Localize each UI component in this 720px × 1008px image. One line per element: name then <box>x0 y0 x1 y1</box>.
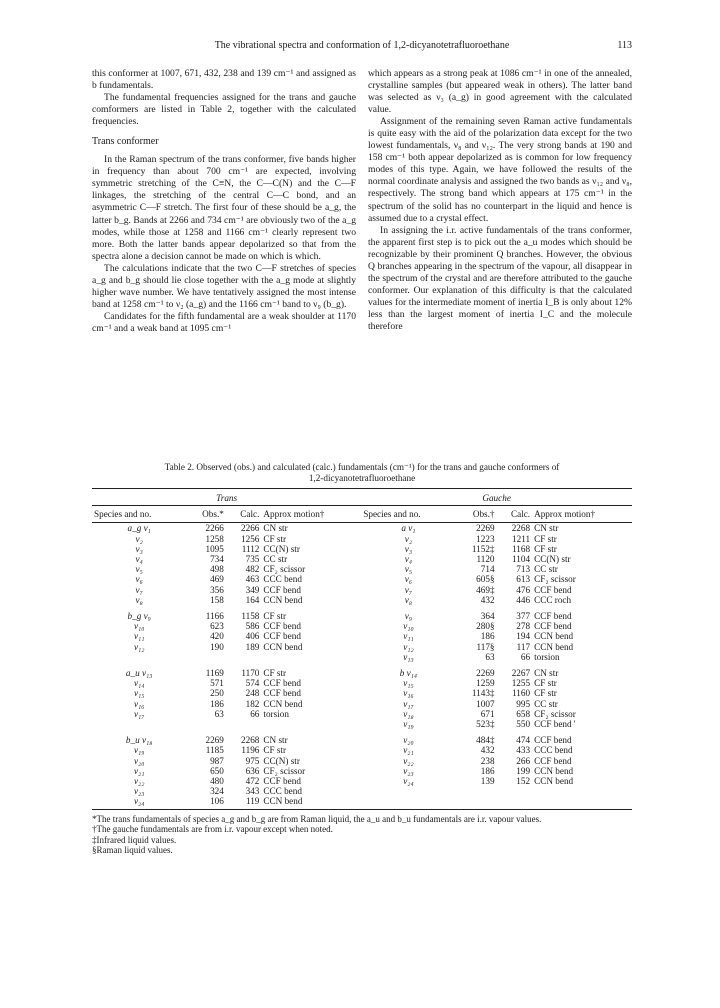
running-header <box>92 40 632 51</box>
table-cell: CF₂ scissor <box>534 574 576 585</box>
table-cell: 152 <box>516 776 531 787</box>
table-cell: ν₁₉ <box>403 719 414 730</box>
table-cell: 613 <box>516 574 531 585</box>
table-cell: 995 <box>516 698 531 709</box>
table-row <box>92 688 632 698</box>
column-header: Calc. <box>497 506 533 523</box>
table-cell: CCN bend <box>534 776 574 787</box>
table-cell: 476 <box>516 584 531 595</box>
table-cell: ν₂₃ <box>403 765 414 776</box>
table-cell <box>456 796 497 806</box>
table-cell: CF str <box>534 543 557 554</box>
page-number: 113 <box>617 40 632 51</box>
table-cell: 2269 <box>476 523 495 534</box>
paragraph: The calculations indicate that the two C—F stretches of species a_g and b_g should lie close together with the a_g mode at slightly higher wave number. We have tentatively assigned the most intense band at 1258 cm⁻¹ to ν₂ (a_g) and the 1166 cm⁻¹ band to ν₉ (b_g). <box>92 262 356 310</box>
table-cell: 571 <box>210 678 224 689</box>
table-cell: 324 <box>210 786 224 797</box>
table-row <box>92 678 632 688</box>
table-cell <box>92 652 186 662</box>
table-cell <box>532 796 632 806</box>
table-cell: 498 <box>210 564 224 575</box>
table-cell: CCF bend <box>534 621 572 632</box>
table-cell: 1104 <box>512 554 531 565</box>
table-cell: CCC roch <box>534 594 572 605</box>
table-cell: ν₁₂ <box>403 641 414 652</box>
table-cell: a_g ν₁ <box>127 523 151 534</box>
footnote: *The trans fundamentals of species a_g and b_g are from Raman liquid, the a_u and b_u fundamentals are i.r. vapour values. <box>92 813 542 824</box>
table-cell: CC str <box>534 698 558 709</box>
table-cell: 1007 <box>476 698 495 709</box>
table-cell: CF str <box>263 745 287 756</box>
table-cell: ν₂₀ <box>403 735 414 746</box>
table-cell: 119 <box>245 796 260 807</box>
table-row <box>92 776 632 786</box>
table-cell: CCF bend <box>534 611 572 622</box>
table-cell: CCF bend <box>263 688 301 699</box>
table-cell: CF₂ scissor <box>534 708 576 719</box>
table-cell <box>261 652 361 662</box>
table-row <box>92 652 632 662</box>
table-cell: ν₂ <box>404 533 413 544</box>
table-cell: CCF bend <box>534 755 572 766</box>
table-cell: CF str <box>263 668 287 679</box>
table-cell: torsion <box>263 708 289 719</box>
table-cell: ν₁₈ <box>403 708 414 719</box>
table-cell: 280§ <box>476 621 495 632</box>
table-cell: 190 <box>210 641 224 652</box>
paragraph: this conformer at 1007, 671, 432, 238 and 139 cm⁻¹ and assigned as b fundamentals. <box>92 68 356 92</box>
table-cell: 2268 <box>511 523 531 534</box>
table-cell: 406 <box>245 631 260 642</box>
caption-line: Table 2. Observed (obs.) and calculated (calc.) fundamentals (cm⁻¹) for the trans and gauche conformers of <box>164 462 560 472</box>
table-cell: 117§ <box>476 641 495 652</box>
table-cell: ν₈ <box>404 594 413 605</box>
table-2 <box>92 462 632 856</box>
table-cell: 1223 <box>476 533 495 544</box>
paragraph: Candidates for the fifth fundamental are a weak shoulder at 1170 cm⁻¹ and a weak band at 1095 cm⁻¹ <box>92 310 356 334</box>
table-row <box>92 766 632 776</box>
table-cell <box>361 786 455 796</box>
table-cell: ν₇ <box>404 584 413 595</box>
column-header: Species and no. <box>361 506 455 523</box>
group-gauche: Gauche <box>361 489 632 506</box>
table-cell: CCN bend <box>534 765 574 776</box>
table-cell: CC(N) str <box>263 755 300 766</box>
table-row <box>92 534 632 544</box>
caption-line: 1,2-dicyanotetrafluoroethane <box>308 473 416 483</box>
table-cell: CF str <box>534 533 557 544</box>
table-row <box>92 642 632 652</box>
table-cell: 343 <box>245 786 260 797</box>
table-cell <box>92 719 186 729</box>
table-cell: ν₁₀ <box>403 621 414 632</box>
table-row <box>92 745 632 755</box>
table-cell: 574 <box>245 678 260 689</box>
table-cell: 1158 <box>241 611 260 622</box>
table-cell: 1185 <box>205 745 224 756</box>
table-cell: ν₂₁ <box>133 765 145 776</box>
table-row <box>92 544 632 554</box>
table-cell: CC str <box>263 554 288 565</box>
table-cell: 432 <box>480 594 495 605</box>
table-row <box>92 585 632 595</box>
table-cell: ν₂₂ <box>133 776 145 787</box>
table-cell: ν₁₁ <box>403 631 414 642</box>
column-header: Species and no. <box>92 506 186 523</box>
table-cell: 356 <box>210 584 224 595</box>
table-cell: CN str <box>534 668 559 679</box>
table-cell: ν₂₂ <box>403 755 414 766</box>
table-cell: ν₃ <box>135 543 143 554</box>
table-cell: ν₂₃ <box>133 786 145 797</box>
table-cell: ν₅ <box>404 564 413 575</box>
table-cell: 2269 <box>205 735 224 746</box>
table-cell: CCC bend <box>534 745 573 756</box>
table-row <box>92 662 632 678</box>
table-cell: ν₁₄ <box>133 678 145 689</box>
table-cell: 469‡ <box>476 584 495 595</box>
table-cell: 433 <box>516 745 531 756</box>
table-cell: ν₁₇ <box>133 708 145 719</box>
table-cell: b ν₁₄ <box>399 668 418 679</box>
column-header: Calc. <box>226 506 262 523</box>
table-cell: 1256 <box>241 533 260 544</box>
fundamentals-table <box>92 488 632 810</box>
table-cell: 713 <box>516 564 531 575</box>
column-header: Approx motion† <box>261 506 361 523</box>
table-cell: 586 <box>245 621 260 632</box>
table-cell: a ν₁ <box>401 523 416 534</box>
table-cell: 1259 <box>476 678 495 689</box>
table-cell <box>186 652 225 662</box>
table-cell: CCN bend <box>263 698 303 709</box>
table-cell: 1211 <box>512 533 531 544</box>
table-cell: CCF bend <box>263 776 301 787</box>
table-cell: 194 <box>516 631 531 642</box>
paragraph: which appears as a strong peak at 1086 cm⁻¹ in one of the annealed, crystalline samples (but appeared weak in others). The latter band was selected as ν₃ (a_g) in good agreement with the calculated value. <box>368 68 632 116</box>
table-cell: 266 <box>516 755 531 766</box>
table-cell: CF₂ scissor <box>263 564 306 575</box>
table-cell: ν₂₀ <box>133 755 145 766</box>
table-row <box>92 621 632 631</box>
table-cell: CF str <box>534 688 557 699</box>
table-cell: 106 <box>210 796 224 807</box>
table-cell: 1166 <box>205 611 224 622</box>
table-cell: CCF bend <box>534 735 572 746</box>
table-cell <box>361 796 455 806</box>
table-cell: ν₂₁ <box>403 745 414 756</box>
table-cell: ν₁₀ <box>133 621 145 632</box>
table-row <box>92 719 632 729</box>
table-cell: CCN bend <box>534 641 574 652</box>
table-row <box>92 595 632 605</box>
table-cell: CF str <box>263 611 287 622</box>
table-cell: 975 <box>245 755 260 766</box>
table-row <box>92 574 632 584</box>
table-cell: 523‡ <box>476 719 495 730</box>
paragraph: The fundamental frequencies assigned for the trans and gauche comformers are listed in Table 2, together with the calculated frequencies. <box>92 92 356 128</box>
table-cell: 474 <box>516 735 531 746</box>
table-cell: 139 <box>480 776 495 787</box>
table-cell: ν₂₄ <box>403 776 414 787</box>
footnote: †The gauche fundamentals are from i.r. vapour except when noted. <box>92 824 333 835</box>
table-cell: CN str <box>534 523 559 534</box>
table-cell: 2267 <box>511 668 531 679</box>
table-footnotes <box>92 814 632 856</box>
table-cell: ν₆ <box>135 574 143 585</box>
column-header: Approx motion† <box>532 506 632 523</box>
table-row <box>92 796 632 806</box>
table-cell: 1160 <box>512 688 531 699</box>
table-cell: 2266 <box>241 523 260 534</box>
table-cell: 63 <box>214 708 224 719</box>
paragraph: In assigning the i.r. active fundamentals of the trans conformer, the apparent first step is to pick out the a_u modes which should be recognizable by their prominent Q branches. However, the obvious Q branches appearing in the spectrum of the vapour, all disappear in the spectrum of the crystal and are therefore attributed to the gauche conformer. Our explanation of this difficulty is that the calculated values for the intermediate moment of inertia I_B is only about 12% less than the largest moment of inertia I_C and the molecule therefore <box>368 224 632 332</box>
table-cell: 158 <box>210 594 224 605</box>
table-cell: ν₂ <box>135 533 143 544</box>
table-caption <box>92 462 632 484</box>
table-cell: 1258 <box>205 533 224 544</box>
table-cell: b_g ν₉ <box>127 611 151 622</box>
table-cell: CF₂ scissor <box>263 765 306 776</box>
table-cell: torsion <box>534 651 560 662</box>
paragraph: In the Raman spectrum of the trans conformer, five bands higher in frequency than about 700 cm⁻¹ are expected, involving symmetric stretching of the C≡N, the C—C(N) and the C—F linkages, the stretching of the central C—C bond, and an asymmetric C—F stretch. The first four of these should be a_g, the latter b_g. Bands at 2266 and 734 cm⁻¹ are obviously two of the a_g modes, while those at 1258 and 1166 cm⁻¹ clearly represent two more. Both the latter bands appear depolarized so that from the spectra alone a decision cannot be made on which is which. <box>92 154 356 262</box>
table-cell: 117 <box>516 641 531 652</box>
table-cell: CC(N) str <box>534 554 571 565</box>
table-cell: 2266 <box>205 523 224 534</box>
table-row <box>92 605 632 621</box>
table-cell: CCF bend <box>263 631 301 642</box>
table-cell: b_u ν₁₈ <box>125 735 153 746</box>
table-cell: 199 <box>516 765 531 776</box>
table-cell <box>497 786 533 796</box>
table-cell: 1120 <box>476 554 495 565</box>
table-cell: CCC bend <box>263 786 302 797</box>
table-cell: 636 <box>245 765 260 776</box>
table-cell: 480 <box>210 776 224 787</box>
table-cell: 186 <box>210 698 224 709</box>
table-cell: CCF bend <box>534 584 572 595</box>
table-cell: ν₇ <box>135 584 143 595</box>
left-column <box>92 68 356 335</box>
table-cell: 658 <box>516 708 531 719</box>
table-cell: 650 <box>210 765 224 776</box>
table-cell: CCN bend <box>263 594 303 605</box>
table-cell: CN str <box>263 735 288 746</box>
table-cell: 1170 <box>241 668 260 679</box>
table-bottom-rule <box>92 807 632 810</box>
table-cell: ν₁₂ <box>133 641 145 652</box>
table-row <box>92 564 632 574</box>
table-cell: CF str <box>534 678 557 689</box>
table-cell: 186 <box>480 631 495 642</box>
table-cell: 1152‡ <box>471 543 495 554</box>
table-row <box>92 729 632 745</box>
table-cell: 550 <box>516 719 531 730</box>
table-cell: 735 <box>245 554 260 565</box>
table-row <box>92 554 632 564</box>
table-cell: ν₄ <box>404 554 413 565</box>
table-cell: 189 <box>245 641 260 652</box>
table-cell: ν₁₅ <box>133 688 145 699</box>
table-cell <box>226 719 262 729</box>
table-cell: ν₆ <box>404 574 413 585</box>
table-cell: ν₁₃ <box>403 651 414 662</box>
table-cell <box>261 719 361 729</box>
table-cell: 671 <box>480 708 495 719</box>
table-cell: 987 <box>210 755 224 766</box>
table-cell: ν₁₅ <box>403 678 414 689</box>
paragraph: Assignment of the remaining seven Raman active fundamentals is quite easy with the aid of the polarization data except for the two lowest fundamentals, ν₈ and ν₁₂. The very strong bands at 190 and 158 cm⁻¹ both appear depolarized as is common for low frequency modes of this type. Again, we have followed the results of the normal coordinate analysis and assigned the two bands as ν₁₂ and ν₈, respectively. The strong band which appears at 175 cm⁻¹ in the spectrum of the solid has no counterpart in the liquid and hence is assumed due to a crystal effect. <box>368 116 632 224</box>
table-cell: ν₃ <box>404 543 413 554</box>
table-cell: CCN bend <box>263 641 303 652</box>
table-cell: 66 <box>250 708 260 719</box>
table-cell: CCF bend <box>263 584 301 595</box>
table-cell: ν₅ <box>135 564 143 575</box>
table-row <box>92 756 632 766</box>
rule-cell <box>92 807 632 810</box>
table-cell: 278 <box>516 621 531 632</box>
table-cell <box>532 786 632 796</box>
column-header: Obs.† <box>456 506 497 523</box>
table-cell: ν₁₁ <box>133 631 145 642</box>
group-trans: Trans <box>92 489 361 506</box>
table-cell: CC str <box>534 564 558 575</box>
table-cell: 377 <box>516 611 531 622</box>
table-cell: 1168 <box>512 543 531 554</box>
table-cell: ν₁₆ <box>133 698 145 709</box>
table-row <box>92 709 632 719</box>
table-cell: 1143‡ <box>471 688 495 699</box>
table-cell: ν₄ <box>135 554 143 565</box>
table-cell: 1196 <box>241 745 260 756</box>
table-cell: 63 <box>485 651 495 662</box>
table-cell: 472 <box>245 776 260 787</box>
footnote: ‡Infrared liquid values. <box>92 834 177 845</box>
table-cell: 250 <box>210 688 224 699</box>
table-cell: 714 <box>480 564 495 575</box>
table-cell: 605§ <box>476 574 495 585</box>
table-cell: ν₂₄ <box>133 796 145 807</box>
table-cell: 420 <box>210 631 224 642</box>
table-cell: ν₁₉ <box>133 745 145 756</box>
table-cell: ν₈ <box>135 594 143 605</box>
footnote: §Raman liquid values. <box>92 845 173 856</box>
table-cell: 186 <box>480 765 495 776</box>
table-cell <box>226 652 262 662</box>
table-cell: 364 <box>480 611 495 622</box>
table-cell: CCN bend <box>263 796 303 807</box>
table-cell: CC(N) str <box>263 543 300 554</box>
table-cell: 446 <box>516 594 531 605</box>
table-cell: CCF bend ' <box>534 719 576 730</box>
column-header: Obs.* <box>186 506 225 523</box>
table-cell <box>497 796 533 806</box>
table-cell <box>186 719 225 729</box>
table-cell: 248 <box>245 688 260 699</box>
table-cell: 349 <box>245 584 260 595</box>
table-cell: 1169 <box>205 668 224 679</box>
table-cell: CCF bend <box>263 678 301 689</box>
table-cell: 238 <box>480 755 495 766</box>
table-cell: 1112 <box>241 543 260 554</box>
table-cell: 484‡ <box>476 735 495 746</box>
table-cell: 432 <box>480 745 495 756</box>
table-row <box>92 631 632 641</box>
table-cell: CF str <box>263 533 287 544</box>
table-cell: ν₉ <box>404 611 413 622</box>
table-cell <box>456 786 497 796</box>
table-cell: CCC bend <box>263 574 302 585</box>
table-row <box>92 523 632 534</box>
table-cell: 66 <box>520 651 531 662</box>
table-cell: 469 <box>210 574 224 585</box>
table-cell: ν₁₇ <box>403 698 414 709</box>
table-cell: CCN bend <box>534 631 574 642</box>
table-cell: 2268 <box>241 735 260 746</box>
table-cell: 164 <box>245 594 260 605</box>
table-cell: 482 <box>245 564 260 575</box>
table-cell: CCF bend <box>263 621 301 632</box>
table-row <box>92 699 632 709</box>
table-row <box>92 786 632 796</box>
table-cell: CN str <box>263 523 288 534</box>
running-title: The vibrational spectra and conformation of 1,2-dicyanotetrafluoroethane <box>214 40 510 51</box>
section-heading: Trans conformer <box>92 136 159 148</box>
table-cell: a_u ν₁₃ <box>125 668 153 679</box>
table-cell: 182 <box>245 698 260 709</box>
table-cell: 623 <box>210 621 224 632</box>
right-column <box>368 68 632 333</box>
table-cell: 1255 <box>511 678 531 689</box>
table-cell: 1095 <box>205 543 224 554</box>
table-cell: 2269 <box>476 668 495 679</box>
table-cell: 463 <box>245 574 260 585</box>
table-cell: 734 <box>210 554 224 565</box>
table-cell: ν₁₆ <box>403 688 414 699</box>
